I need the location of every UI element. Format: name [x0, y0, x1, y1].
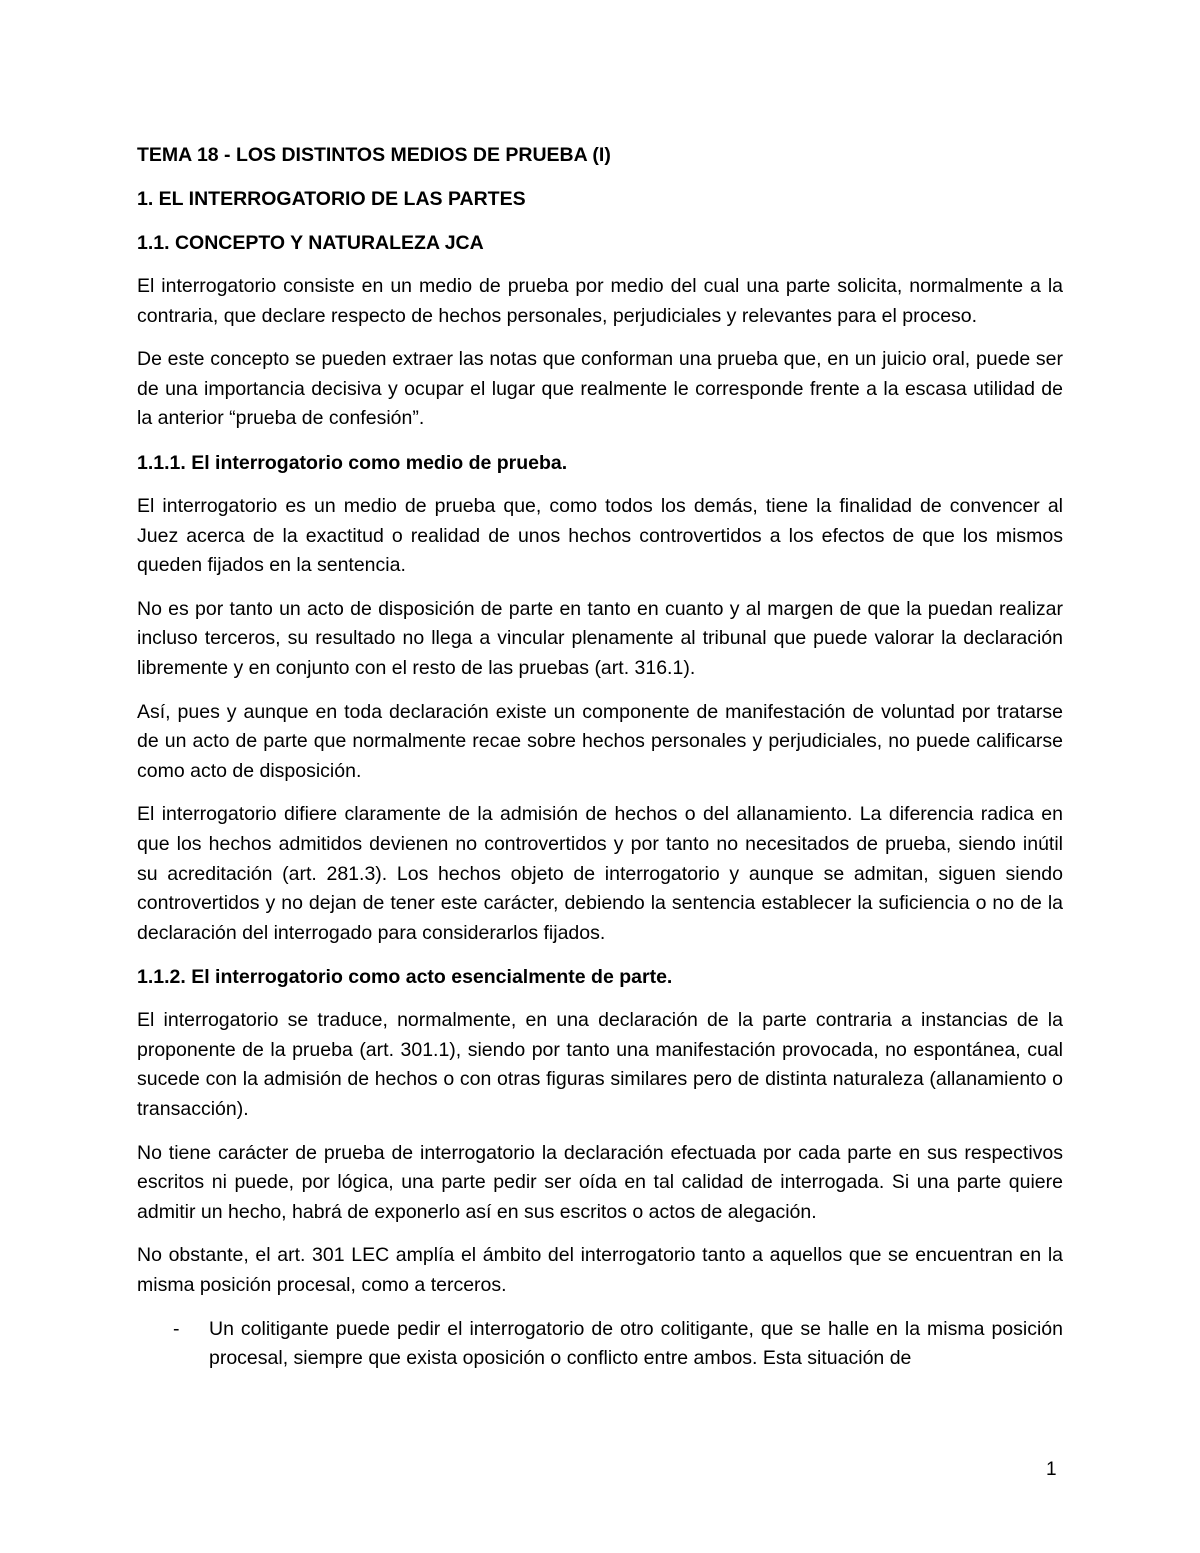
paragraph-ambito: No obstante, el art. 301 LEC amplía el ámbito del interrogatorio tanto a aquellos que se encuentran en la misma posición procesal, como a terceros.	[137, 1244, 1063, 1297]
list-item-text: Un colitigante puede pedir el interrogatorio de otro colitigante, que se halle en la misma posición procesal, siempre que exista oposición o conflicto entre ambos. Esta situación de	[209, 1317, 1063, 1370]
section-heading-1-1-1: 1.1.1. El interrogatorio como medio de prueba.	[137, 451, 568, 474]
section-heading-1-1-2: 1.1.2. El interrogatorio como acto esencialmente de parte.	[137, 966, 673, 989]
dash-bullet-icon: -	[173, 1317, 180, 1340]
paragraph-manifestacion-voluntad: Así, pues y aunque en toda declaración existe un componente de manifestación de voluntad por tratarse de un acto de parte que normalmente recae sobre hechos personales y perjudiciales, no puede calificarse como acto de disposición.	[137, 700, 1063, 782]
page-number: 1	[1046, 1459, 1057, 1480]
bullet-list	[137, 1315, 1063, 1374]
paragraph-declaracion-contraria: El interrogatorio se traduce, normalmente, en una declaración de la parte contraria a instancias de la proponente de la prueba (art. 301.1), siendo por tanto una manifestación provocada, no espontánea, cual sucede con la admisión de hechos o con otras figuras similares pero de distinta naturaleza (allanamiento o transacción).	[137, 1009, 1063, 1121]
paragraph-acto-disposicion: No es por tanto un acto de disposición de parte en tanto en cuanto y al margen de que la puedan realizar incluso terceros, su resultado no llega a vincular plenamente al tribunal que puede valorar la declaración libremente y en conjunto con el resto de las pruebas (art. 316.1).	[137, 597, 1063, 679]
section-heading-1-1: 1.1. CONCEPTO Y NATURALEZA JCA	[137, 232, 484, 254]
paragraph-admision-hechos: El interrogatorio difiere claramente de la admisión de hechos o del allanamiento. La diferencia radica en que los hechos admitidos devienen no controvertidos y por tanto no necesitados de prueba, siendo inútil su acreditación (art. 281.3). Los hechos objeto de interrogatorio y aunque se admitan, siguen siendo controvertidos y no dejan de tener este carácter, debiendo la sentencia establecer la suficiencia o no de la declaración del interrogado para considerarlos fijados.	[137, 803, 1063, 944]
paragraph-medio-prueba: El interrogatorio es un medio de prueba que, como todos los demás, tiene la finalidad de convencer al Juez acerca de la exactitud o realidad de unos hechos controvertidos a los efectos de que los mismos queden fijados en la sentencia.	[137, 494, 1063, 577]
paragraph-escritos: No tiene carácter de prueba de interrogatorio la declaración efectuada por cada parte en sus respectivos escritos ni puede, por lógica, una parte pedir ser oída en tal calidad de interrogada. Si una parte quiere admitir un hecho, habrá de exponerlo así en sus escritos o actos de alegación.	[137, 1141, 1063, 1223]
paragraph-definition: El interrogatorio consiste en un medio de prueba por medio del cual una parte solicita, normalmente a la contraria, que declare respecto de hechos personales, perjudiciales y relevantes para el proceso.	[137, 275, 1063, 327]
paragraph-notes: De este concepto se pueden extraer las notas que conforman una prueba que, en un juicio oral, puede ser de una importancia decisiva y ocupar el lugar que realmente le corresponde frente a la escasa utilidad de la anterior “prueba de confesión”.	[137, 348, 1063, 430]
document-body	[137, 140, 1063, 1374]
section-heading-1: 1. EL INTERROGATORIO DE LAS PARTES	[137, 188, 526, 210]
document-title: TEMA 18 - LOS DISTINTOS MEDIOS DE PRUEBA (I)	[137, 144, 611, 166]
list-item	[137, 1315, 1063, 1374]
